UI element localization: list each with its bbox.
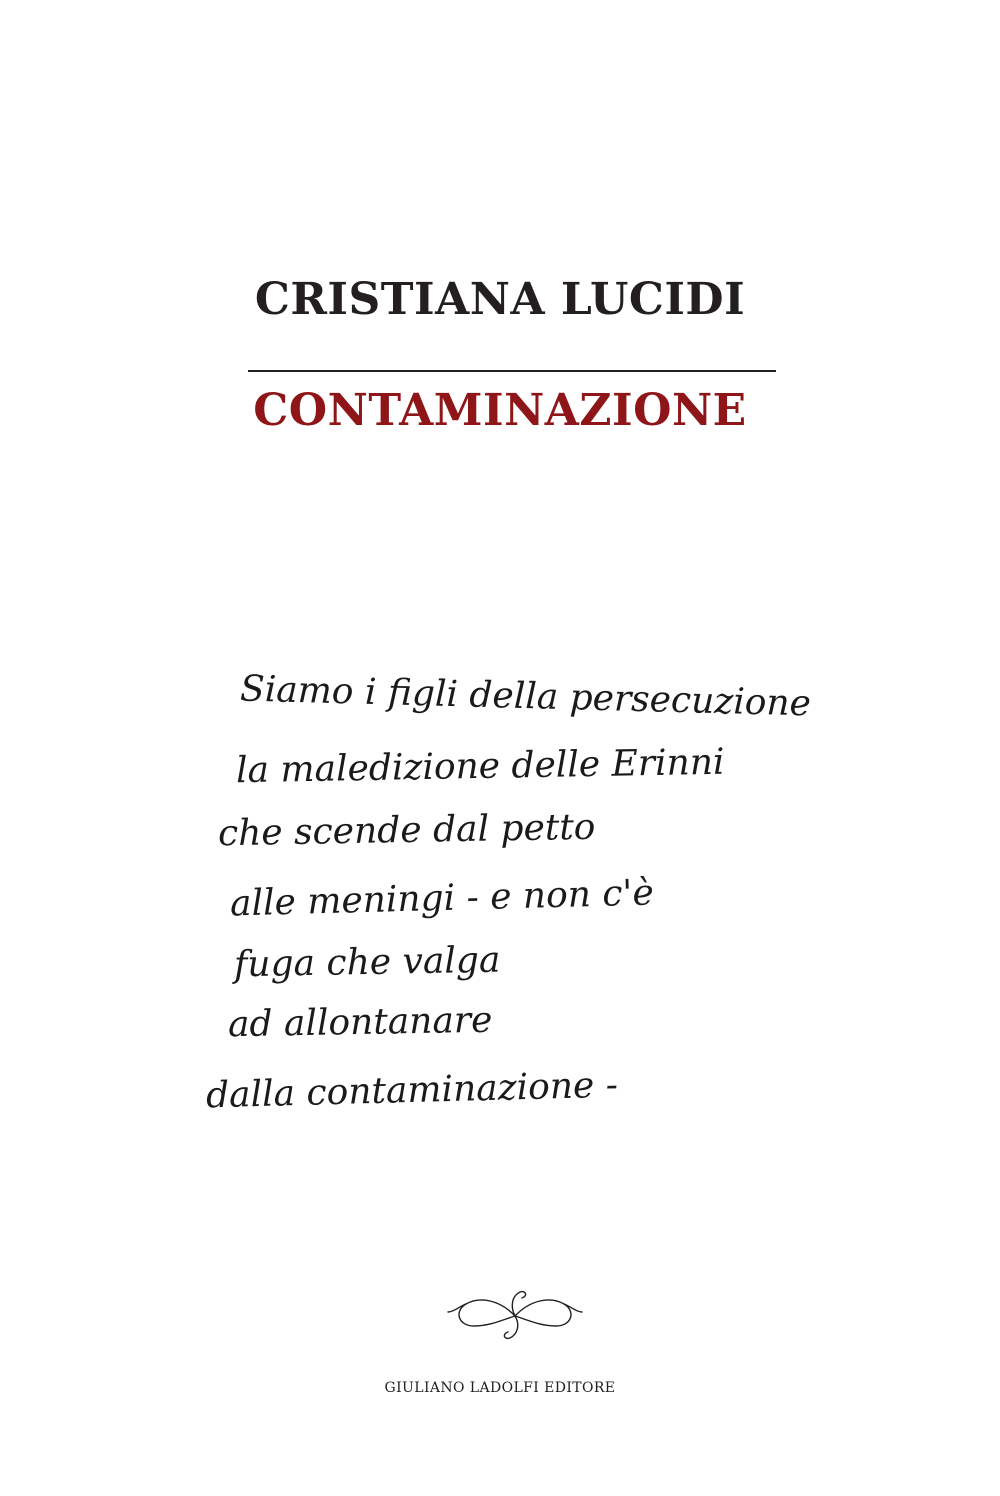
flourish-infinity-logo-icon [440, 1282, 590, 1346]
poem-line-3: che scende dal petto [217, 806, 596, 855]
poem-line-5: fuga che valga [233, 939, 501, 986]
publisher-name: GIULIANO LADOLFI EDITORE [384, 1380, 616, 1396]
poem-line-1: Siamo i figli della persecuzione [239, 668, 812, 725]
book-title: CONTAMINAZIONE [253, 385, 747, 436]
handwritten-poem [200, 655, 820, 1155]
poem-line-2: la maledizione delle Erinni [235, 741, 725, 792]
poem-line-6: ad allontanare [227, 999, 493, 1046]
poem-line-7: dalla contaminazione - [205, 1064, 619, 1117]
poem-line-4: alle meningi - e non c'è [229, 872, 655, 925]
title-divider [248, 370, 776, 372]
author-name: CRISTIANA LUCIDI [254, 274, 746, 325]
